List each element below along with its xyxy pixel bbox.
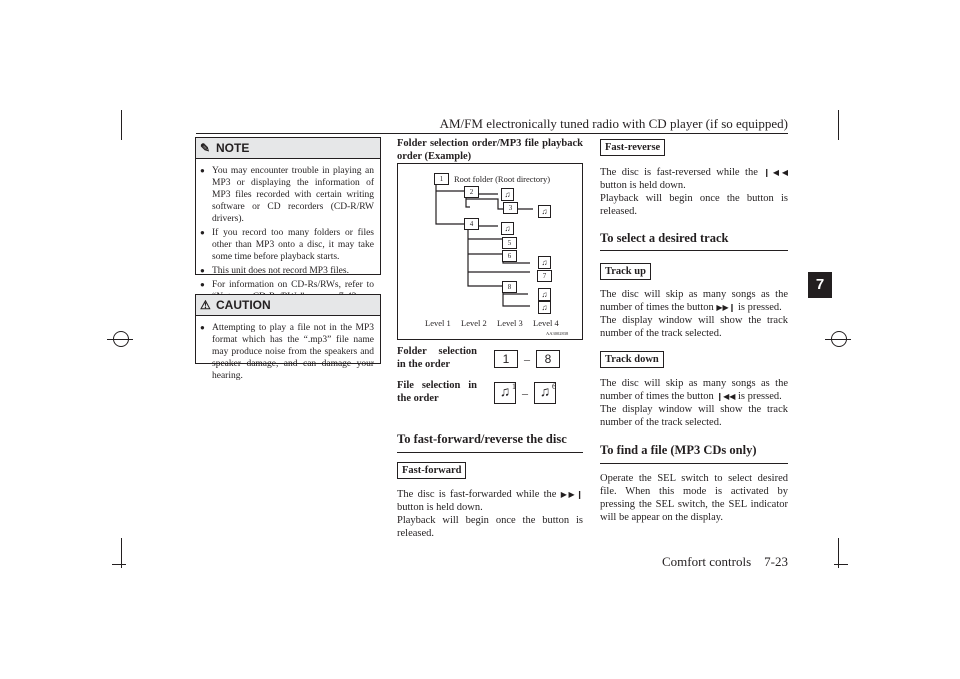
running-header: AM/FM electronically tuned radio with CD player (if so equipped) — [439, 116, 788, 131]
section-rule — [600, 463, 788, 464]
list-item: ● This unit does not record MP3 files. — [196, 265, 374, 277]
track-down-text: The disc will skip as many songs as the number of times the button ❙◀◀ is pressed. The display window will show the track number of the track selected. — [600, 378, 788, 428]
file-number: 6 — [552, 381, 556, 391]
track-up-label: Track up — [600, 263, 651, 280]
note-icon: ✎ — [200, 141, 211, 155]
fast-forward-icon: ▶▶❙ — [560, 490, 583, 499]
folder-badge: 8 — [502, 281, 517, 293]
file-order-label: File selection in the order — [397, 380, 477, 404]
chapter-tab: 7 — [808, 272, 832, 298]
folder-structure-diagram — [397, 163, 583, 340]
list-item: ● Attempting to play a file not in the MP3 format which has the “.mp3” file name may produce noise from the speakers and speaker damage, and can damage your hearing. — [196, 322, 374, 382]
level-label: Level 1 — [425, 318, 451, 328]
music-file-icon: ♫ — [501, 188, 514, 201]
crop-mark — [838, 110, 839, 140]
music-file-icon: ♫ — [501, 222, 514, 235]
crop-mark — [834, 564, 848, 565]
caution-list — [196, 322, 374, 382]
fast-reverse-icon: ❙◀◀ — [763, 168, 788, 177]
crop-mark — [121, 110, 122, 140]
list-item: ● You may encounter trouble in playing an MP3 or displaying the information of MP3 files recorded with certain writing software or CD recorders (CD-R/RW drivers). — [196, 165, 374, 225]
note-header — [196, 138, 380, 159]
folder-badge: 8 — [536, 350, 560, 368]
registration-mark — [107, 339, 133, 340]
music-file-icon: ♫ — [534, 382, 556, 404]
skip-forward-icon: ▶▶❙ — [716, 303, 736, 312]
crop-mark — [112, 564, 126, 565]
file-order-sequence — [494, 382, 556, 404]
track-down-label: Track down — [600, 351, 664, 368]
music-file-icon: ♫ — [494, 382, 516, 404]
note-box — [195, 137, 381, 290]
folder-badge: 1 — [494, 350, 518, 368]
header-rule — [196, 133, 788, 134]
note-list — [196, 165, 374, 303]
section-rule — [397, 452, 583, 453]
fast-forward-text: The disc is fast-forwarded while the ▶▶❙ button is held down. Playback will begin once the button is released. — [397, 489, 583, 539]
folder-tree-svg — [398, 164, 582, 339]
footer-page-number: 7-23 — [764, 554, 788, 569]
file-number: 1 — [512, 381, 516, 391]
dash: – — [524, 351, 530, 366]
music-file-icon: ♫ — [538, 256, 551, 269]
level-label: Level 4 — [533, 318, 559, 328]
folder-badge: 6 — [502, 250, 517, 262]
find-file-text: Operate the SEL switch to select desired file. When this mode is activated by pressing the SEL switch, the SEL indicator will be appear on the display. — [600, 473, 788, 523]
folder-badge: 2 — [464, 186, 479, 198]
list-item: ● If you record too many folders or files other than MP3 onto a disc, it may take some time before playback starts. — [196, 227, 374, 263]
folder-order-sequence — [494, 350, 560, 368]
level-label: Level 3 — [497, 318, 523, 328]
folder-order-label: Folder selection in the order — [397, 346, 477, 370]
section-rule — [600, 250, 788, 251]
page-footer — [560, 554, 788, 570]
folder-badge: 4 — [464, 218, 479, 230]
fast-forward-label: Fast-forward — [397, 462, 466, 479]
caution-label: CAUTION — [216, 298, 271, 312]
caution-header — [196, 295, 380, 316]
folder-selection-heading: Folder selection order/MP3 file playback order (Example) — [397, 138, 583, 162]
level-label: Level 2 — [461, 318, 487, 328]
folder-badge: 7 — [537, 270, 552, 282]
fast-reverse-text: The disc is fast-reversed while the ❙◀◀ button is held down. Playback will begin once the button is released. — [600, 167, 788, 217]
root-folder-label: Root folder (Root directory) — [454, 174, 551, 184]
folder-badge: 3 — [503, 202, 518, 214]
diagram-code: AA3002838 — [546, 331, 569, 336]
find-file-heading: To find a file (MP3 CDs only) — [600, 443, 757, 457]
music-file-icon: ♫ — [538, 205, 551, 218]
fast-reverse-label: Fast-reverse — [600, 139, 665, 156]
dash: – — [522, 385, 528, 400]
warning-triangle-icon: ⚠ — [200, 298, 211, 312]
music-file-icon: ♫ — [538, 301, 551, 314]
select-track-heading: To select a desired track — [600, 231, 729, 245]
music-file-icon: ♫ — [538, 288, 551, 301]
note-label: NOTE — [216, 141, 250, 155]
list-item: ● For information on CD-Rs/RWs, refer to — [196, 279, 374, 303]
folder-badge: 1 — [434, 173, 449, 185]
fast-forward-reverse-heading: To fast-forward/reverse the disc — [397, 432, 567, 446]
caution-box — [195, 294, 381, 381]
registration-mark — [825, 339, 851, 340]
skip-back-icon: ❙◀◀ — [716, 392, 736, 401]
folder-badge: 5 — [502, 237, 517, 249]
track-up-text: The disc will skip as many songs as the number of times the button ▶▶❙ is pressed. The display window will show the track number of the track selected. — [600, 289, 788, 339]
footer-section: Comfort controls — [661, 554, 752, 569]
